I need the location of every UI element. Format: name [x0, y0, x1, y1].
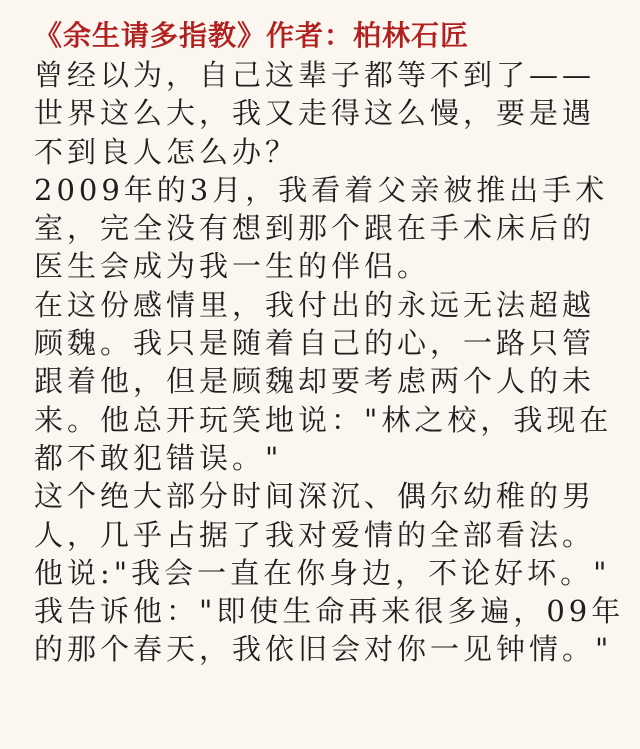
text-line: 的那个春天，我依旧会对你一见钟情。" — [34, 632, 613, 667]
text-line: 世界这么大，我又走得这么慢，要是遇 — [34, 96, 596, 131]
text-line: 2009年的3月，我看着父亲被推出手术 — [34, 172, 609, 207]
text-line: 我告诉他："即使生命再来很多遍，09年 — [34, 594, 625, 629]
text-line: 跟着他，但是顾魏却要考虑两个人的未 — [34, 364, 596, 399]
text-line: 人，几乎占据了我对爱情的全部看法。 — [34, 517, 596, 552]
text-body — [34, 56, 625, 669]
text-line: 顾魏。我只是随着自己的心，一路只管 — [34, 326, 596, 361]
text-line: 不到良人怎么办？ — [34, 134, 299, 169]
text-line: 来。他总开玩笑地说："林之校，我现在 — [34, 402, 613, 437]
text-line: 室，完全没有想到那个跟在手术床后的 — [34, 211, 596, 246]
text-line: 都不敢犯错误。" — [34, 440, 283, 475]
document-title: 《余生请多指教》作者：柏林石匠 — [34, 19, 470, 52]
text-line: 这个绝大部分时间深沉、偶尔幼稚的男 — [34, 479, 596, 514]
text-line: 医生会成为我一生的伴侣。 — [34, 249, 431, 284]
text-line: 他说:"我会一直在你身边，不论好坏。" — [34, 555, 611, 590]
text-line: 在这份感情里，我付出的永远无法超越 — [34, 287, 596, 322]
text-line: 曾经以为，自己这辈子都等不到了—— — [34, 58, 596, 92]
